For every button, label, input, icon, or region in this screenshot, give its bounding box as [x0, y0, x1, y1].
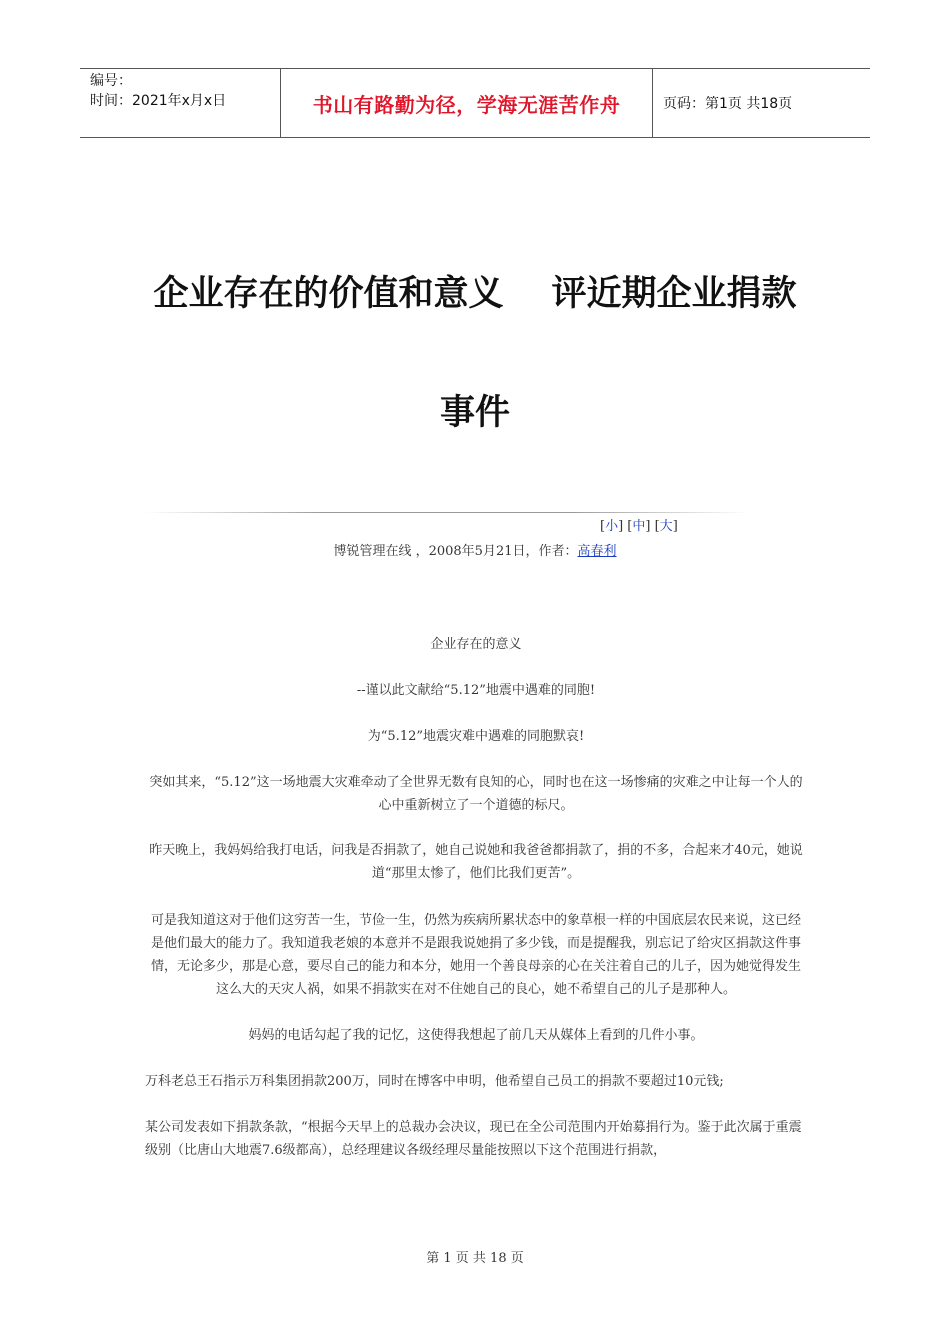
header-page-info: 页码：第1页 共18页 [663, 96, 793, 112]
divider [145, 512, 750, 513]
header-motto: 书山有路勤为径，学海无涯苦作舟 [280, 69, 653, 137]
paragraph: 某公司发表如下捐款条款，“根据今天早上的总裁办会决议，现已在全公司范围内开始募捐行为。鉴于此次属于重震级别（比唐山大地震7.6级都高），总经理建议各级经理尽量能按照以下这个范围进行捐款， [145, 1120, 802, 1158]
author-link[interactable]: 高春利 [577, 544, 617, 559]
title-part-1: 企业存在的价值和意义 [153, 274, 504, 314]
paragraph: 昨天晚上，我妈妈给我打电话，问我是否捐款了，她自己说她和我爸爸都捐款了，捐的不多，合起来才40元，她说道“那里太惨了，他们比我们更苦”。 [149, 843, 803, 881]
font-size-large-link[interactable]: 大 [659, 519, 673, 534]
font-size-switcher: [小] [中] [大] [600, 519, 678, 534]
page-header [80, 68, 870, 138]
paragraph: 万科老总王石指示万科集团捐款200万，同时在博客中申明，他希望自己员工的捐款不要超过10元钱; [145, 1074, 724, 1089]
source-date: 博锐管理在线 ，2008年5月21日，作者： [333, 544, 578, 559]
document-title-line-1 [0, 266, 950, 316]
font-size-small-link[interactable]: 小 [605, 519, 619, 534]
article-heading: 企业存在的意义 [430, 637, 522, 652]
article-body [145, 633, 807, 1162]
font-size-medium-link[interactable]: 中 [632, 519, 646, 534]
document-title-line-2: 事件 [439, 393, 510, 433]
dedication: --谨以此文献给“5.12”地震中遇难的同胞! [356, 683, 596, 698]
paragraph: 妈妈的电话勾起了我的记忆，这使得我想起了前几天从媒体上看到的几件小事。 [248, 1028, 704, 1043]
mourning: 为“5.12”地震灾难中遇难的同胞默哀! [367, 729, 585, 744]
paragraph: 突如其来，“5.12”这一场地震大灾难牵动了全世界无数有良知的心，同时也在这一场惨痛的灾难之中让每一个人的心中重新树立了一个道德的标尺。 [149, 775, 803, 813]
time-label: 时间：2021年x月x日 [90, 93, 227, 109]
number-label: 编号： [90, 73, 132, 89]
header-meta [80, 69, 280, 137]
title-part-2: 评近期企业捐款 [551, 274, 797, 314]
page-footer: 第 1 页 共 18 页 [426, 1251, 524, 1266]
article-meta [0, 540, 950, 559]
paragraph: 可是我知道这对于他们这穷苦一生，节俭一生，仍然为疾病所累状态中的象草根一样的中国底层农民来说，这已经是他们最大的能力了。我知道我老娘的本意并不是跟我说她捐了多少钱，而是提醒我，别忘记了给灾区捐款这件事情，无论多少，那是心意，要尽自己的能力和本分，她用一个善良母亲的心在关注着自己的儿子，因为她觉得发生这么大的天灾人祸，如果不捐款实在对不住她自己的良心，她不希望自己的儿子是那种人。 [150, 913, 801, 997]
